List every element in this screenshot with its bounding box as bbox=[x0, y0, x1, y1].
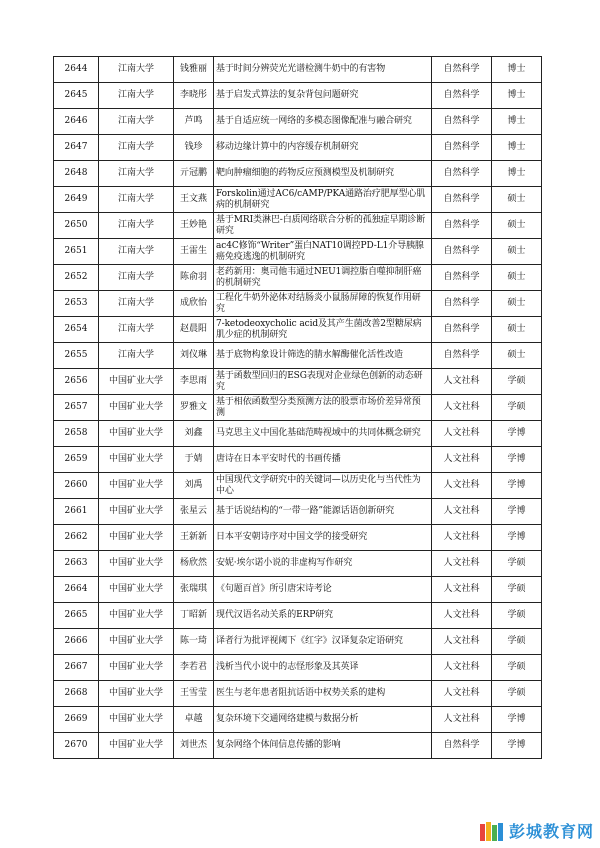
table-row bbox=[54, 499, 542, 525]
discipline-cell: 人文社科 bbox=[432, 525, 492, 551]
degree-type-cell: 硕士 bbox=[492, 265, 542, 291]
person-name-cell: 王文燕 bbox=[174, 187, 214, 213]
person-name-cell: 李思雨 bbox=[174, 369, 214, 395]
thesis-title-cell: 浅析当代小说中的志怪形象及其英译 bbox=[214, 655, 432, 681]
discipline-cell: 自然科学 bbox=[432, 317, 492, 343]
books-icon bbox=[479, 820, 505, 842]
thesis-title-cell: Forskolin通过AC6/cAMP/PKA通路治疗肥厚型心肌病的机制研究 bbox=[214, 187, 432, 213]
university-cell: 中国矿业大学 bbox=[99, 447, 174, 473]
discipline-cell: 人文社科 bbox=[432, 421, 492, 447]
university-cell: 中国矿业大学 bbox=[99, 395, 174, 421]
row-number-cell: 2654 bbox=[54, 317, 99, 343]
university-cell: 中国矿业大学 bbox=[99, 551, 174, 577]
row-number-cell: 2667 bbox=[54, 655, 99, 681]
row-number-cell: 2649 bbox=[54, 187, 99, 213]
thesis-title-cell: 移动边缘计算中的内容缓存机制研究 bbox=[214, 135, 432, 161]
table-row bbox=[54, 369, 542, 395]
person-name-cell: 李晓彤 bbox=[174, 83, 214, 109]
row-number-cell: 2662 bbox=[54, 525, 99, 551]
university-cell: 中国矿业大学 bbox=[99, 525, 174, 551]
row-number-cell: 2661 bbox=[54, 499, 99, 525]
row-number-cell: 2660 bbox=[54, 473, 99, 499]
discipline-cell: 人文社科 bbox=[432, 629, 492, 655]
university-cell: 江南大学 bbox=[99, 239, 174, 265]
thesis-title-cell: 7-ketodeoxycholic acid及其产生菌改善2型糖尿病肌少症的机制研究 bbox=[214, 317, 432, 343]
university-cell: 中国矿业大学 bbox=[99, 681, 174, 707]
degree-type-cell: 博士 bbox=[492, 57, 542, 83]
degree-type-cell: 学硕 bbox=[492, 655, 542, 681]
degree-type-cell: 学硕 bbox=[492, 629, 542, 655]
university-cell: 江南大学 bbox=[99, 187, 174, 213]
degree-type-cell: 硕士 bbox=[492, 187, 542, 213]
degree-type-cell: 硕士 bbox=[492, 239, 542, 265]
table-row bbox=[54, 473, 542, 499]
row-number-cell: 2653 bbox=[54, 291, 99, 317]
row-number-cell: 2668 bbox=[54, 681, 99, 707]
watermark-logo bbox=[479, 819, 594, 842]
row-number-cell: 2657 bbox=[54, 395, 99, 421]
row-number-cell: 2652 bbox=[54, 265, 99, 291]
university-cell: 中国矿业大学 bbox=[99, 655, 174, 681]
university-cell: 中国矿业大学 bbox=[99, 473, 174, 499]
table-row bbox=[54, 551, 542, 577]
table-row bbox=[54, 629, 542, 655]
thesis-title-cell: 基于相依函数型分类预测方法的股票市场价差异常预测 bbox=[214, 395, 432, 421]
table-row bbox=[54, 187, 542, 213]
row-number-cell: 2651 bbox=[54, 239, 99, 265]
person-name-cell: 张星云 bbox=[174, 499, 214, 525]
university-cell: 江南大学 bbox=[99, 161, 174, 187]
thesis-title-cell: ac4C修饰“Writer”蛋白NAT10调控PD-L1介导胰腺癌免疫逃逸的机制研究 bbox=[214, 239, 432, 265]
degree-type-cell: 硕士 bbox=[492, 317, 542, 343]
university-cell: 江南大学 bbox=[99, 213, 174, 239]
university-cell: 中国矿业大学 bbox=[99, 733, 174, 759]
thesis-title-cell: 基于话说结构的“一带一路”能源话语创新研究 bbox=[214, 499, 432, 525]
degree-type-cell: 学硕 bbox=[492, 681, 542, 707]
person-name-cell: 钱雅丽 bbox=[174, 57, 214, 83]
person-name-cell: 丁昭新 bbox=[174, 603, 214, 629]
discipline-cell: 人文社科 bbox=[432, 473, 492, 499]
discipline-cell: 自然科学 bbox=[432, 187, 492, 213]
thesis-title-cell: 老药新用：奥司他韦通过NEU1调控脂自噬抑制肝癌的机制研究 bbox=[214, 265, 432, 291]
discipline-cell: 人文社科 bbox=[432, 577, 492, 603]
degree-type-cell: 学博 bbox=[492, 447, 542, 473]
row-number-cell: 2665 bbox=[54, 603, 99, 629]
university-cell: 中国矿业大学 bbox=[99, 577, 174, 603]
university-cell: 江南大学 bbox=[99, 265, 174, 291]
person-name-cell: 李若君 bbox=[174, 655, 214, 681]
person-name-cell: 刘世杰 bbox=[174, 733, 214, 759]
degree-type-cell: 学博 bbox=[492, 733, 542, 759]
table-row bbox=[54, 239, 542, 265]
thesis-title-cell: 基于时间分辨荧光光谱检测牛奶中的有害物 bbox=[214, 57, 432, 83]
thesis-title-cell: 复杂环境下交通网络建模与数据分析 bbox=[214, 707, 432, 733]
person-name-cell: 罗雅文 bbox=[174, 395, 214, 421]
person-name-cell: 王妙艳 bbox=[174, 213, 214, 239]
person-name-cell: 芦鸣 bbox=[174, 109, 214, 135]
table-row bbox=[54, 525, 542, 551]
university-cell: 中国矿业大学 bbox=[99, 629, 174, 655]
person-name-cell: 王雪莹 bbox=[174, 681, 214, 707]
discipline-cell: 人文社科 bbox=[432, 447, 492, 473]
watermark-text: 彭城教育网 bbox=[508, 822, 594, 841]
row-number-cell: 2650 bbox=[54, 213, 99, 239]
person-name-cell: 刘仪琳 bbox=[174, 343, 214, 369]
degree-type-cell: 学博 bbox=[492, 707, 542, 733]
discipline-cell: 自然科学 bbox=[432, 291, 492, 317]
discipline-cell: 人文社科 bbox=[432, 603, 492, 629]
discipline-cell: 人文社科 bbox=[432, 499, 492, 525]
discipline-cell: 自然科学 bbox=[432, 57, 492, 83]
row-number-cell: 2644 bbox=[54, 57, 99, 83]
table-row bbox=[54, 447, 542, 473]
discipline-cell: 人文社科 bbox=[432, 707, 492, 733]
degree-type-cell: 学博 bbox=[492, 421, 542, 447]
discipline-cell: 人文社科 bbox=[432, 369, 492, 395]
university-cell: 中国矿业大学 bbox=[99, 707, 174, 733]
discipline-cell: 人文社科 bbox=[432, 681, 492, 707]
person-name-cell: 王雷生 bbox=[174, 239, 214, 265]
degree-type-cell: 博士 bbox=[492, 109, 542, 135]
row-number-cell: 2648 bbox=[54, 161, 99, 187]
person-name-cell: 刘鑫 bbox=[174, 421, 214, 447]
person-name-cell: 王新新 bbox=[174, 525, 214, 551]
table-row bbox=[54, 655, 542, 681]
person-name-cell: 卓越 bbox=[174, 707, 214, 733]
university-cell: 中国矿业大学 bbox=[99, 369, 174, 395]
degree-type-cell: 学硕 bbox=[492, 369, 542, 395]
discipline-cell: 自然科学 bbox=[432, 109, 492, 135]
university-cell: 中国矿业大学 bbox=[99, 499, 174, 525]
row-number-cell: 2666 bbox=[54, 629, 99, 655]
university-cell: 江南大学 bbox=[99, 317, 174, 343]
university-cell: 江南大学 bbox=[99, 135, 174, 161]
degree-type-cell: 学博 bbox=[492, 499, 542, 525]
university-cell: 江南大学 bbox=[99, 343, 174, 369]
discipline-cell: 自然科学 bbox=[432, 343, 492, 369]
discipline-cell: 自然科学 bbox=[432, 83, 492, 109]
thesis-title-cell: 唐诗在日本平安时代的书画传播 bbox=[214, 447, 432, 473]
table-row bbox=[54, 291, 542, 317]
thesis-title-cell: 基于启发式算法的复杂背包问题研究 bbox=[214, 83, 432, 109]
person-name-cell: 张瑞琪 bbox=[174, 577, 214, 603]
discipline-cell: 人文社科 bbox=[432, 551, 492, 577]
thesis-title-cell: 靶向肿瘤细胞的药物反应预测模型及机制研究 bbox=[214, 161, 432, 187]
thesis-title-cell: 基于底物构象设计筛选的腈水解酶催化活性改造 bbox=[214, 343, 432, 369]
thesis-title-cell: 基于函数型回归的ESG表现对企业绿色创新的动态研究 bbox=[214, 369, 432, 395]
table-row bbox=[54, 421, 542, 447]
table-row bbox=[54, 161, 542, 187]
person-name-cell: 陈一琦 bbox=[174, 629, 214, 655]
discipline-cell: 自然科学 bbox=[432, 161, 492, 187]
discipline-cell: 人文社科 bbox=[432, 655, 492, 681]
university-cell: 中国矿业大学 bbox=[99, 421, 174, 447]
university-cell: 江南大学 bbox=[99, 57, 174, 83]
table-row bbox=[54, 603, 542, 629]
degree-type-cell: 博士 bbox=[492, 83, 542, 109]
degree-type-cell: 学硕 bbox=[492, 551, 542, 577]
discipline-cell: 自然科学 bbox=[432, 265, 492, 291]
table-body bbox=[54, 57, 542, 759]
thesis-title-cell: 基于MRI类淋巴-白质网络联合分析的孤独症早期诊断研究 bbox=[214, 213, 432, 239]
table-row bbox=[54, 57, 542, 83]
university-cell: 江南大学 bbox=[99, 291, 174, 317]
row-number-cell: 2647 bbox=[54, 135, 99, 161]
person-name-cell: 陈俞羽 bbox=[174, 265, 214, 291]
thesis-title-cell: 复杂网络个体间信息传播的影响 bbox=[214, 733, 432, 759]
row-number-cell: 2655 bbox=[54, 343, 99, 369]
discipline-cell: 自然科学 bbox=[432, 135, 492, 161]
degree-type-cell: 学博 bbox=[492, 525, 542, 551]
row-number-cell: 2645 bbox=[54, 83, 99, 109]
table-row bbox=[54, 681, 542, 707]
table-row bbox=[54, 109, 542, 135]
row-number-cell: 2664 bbox=[54, 577, 99, 603]
row-number-cell: 2658 bbox=[54, 421, 99, 447]
row-number-cell: 2646 bbox=[54, 109, 99, 135]
table-row bbox=[54, 733, 542, 759]
person-name-cell: 杨欣然 bbox=[174, 551, 214, 577]
thesis-title-cell: 工程化牛奶外泌体对结肠炎小鼠肠屏障的恢复作用研究 bbox=[214, 291, 432, 317]
thesis-title-cell: 基于自适应统一网络的多模态图像配准与融合研究 bbox=[214, 109, 432, 135]
thesis-title-cell: 安妮·埃尔诺小说的非虚构写作研究 bbox=[214, 551, 432, 577]
award-list-table bbox=[53, 56, 542, 759]
university-cell: 江南大学 bbox=[99, 83, 174, 109]
table-row bbox=[54, 135, 542, 161]
discipline-cell: 自然科学 bbox=[432, 213, 492, 239]
table-row bbox=[54, 343, 542, 369]
person-name-cell: 成欣怡 bbox=[174, 291, 214, 317]
degree-type-cell: 学硕 bbox=[492, 577, 542, 603]
thesis-title-cell: 译者行为批评视阈下《红字》汉译复杂定语研究 bbox=[214, 629, 432, 655]
thesis-title-cell: 医生与老年患者阻抗话语中权势关系的建构 bbox=[214, 681, 432, 707]
thesis-title-cell: 现代汉语名动关系的ERP研究 bbox=[214, 603, 432, 629]
table-row bbox=[54, 707, 542, 733]
table-row bbox=[54, 265, 542, 291]
person-name-cell: 亓冠鹏 bbox=[174, 161, 214, 187]
table-row bbox=[54, 395, 542, 421]
person-name-cell: 刘禹 bbox=[174, 473, 214, 499]
discipline-cell: 人文社科 bbox=[432, 395, 492, 421]
table-row bbox=[54, 213, 542, 239]
degree-type-cell: 博士 bbox=[492, 161, 542, 187]
discipline-cell: 自然科学 bbox=[432, 239, 492, 265]
degree-type-cell: 学博 bbox=[492, 473, 542, 499]
row-number-cell: 2659 bbox=[54, 447, 99, 473]
person-name-cell: 赵晨阳 bbox=[174, 317, 214, 343]
row-number-cell: 2663 bbox=[54, 551, 99, 577]
degree-type-cell: 学硕 bbox=[492, 395, 542, 421]
university-cell: 江南大学 bbox=[99, 109, 174, 135]
table-row bbox=[54, 577, 542, 603]
degree-type-cell: 博士 bbox=[492, 135, 542, 161]
discipline-cell: 自然科学 bbox=[432, 733, 492, 759]
degree-type-cell: 硕士 bbox=[492, 291, 542, 317]
table-row bbox=[54, 83, 542, 109]
university-cell: 中国矿业大学 bbox=[99, 603, 174, 629]
degree-type-cell: 学硕 bbox=[492, 603, 542, 629]
person-name-cell: 于婧 bbox=[174, 447, 214, 473]
degree-type-cell: 硕士 bbox=[492, 213, 542, 239]
thesis-title-cell: 日本平安朝诗序对中国文学的接受研究 bbox=[214, 525, 432, 551]
row-number-cell: 2670 bbox=[54, 733, 99, 759]
person-name-cell: 钱珍 bbox=[174, 135, 214, 161]
row-number-cell: 2669 bbox=[54, 707, 99, 733]
thesis-title-cell: 马克思主义中国化基础范畴视域中的共同体概念研究 bbox=[214, 421, 432, 447]
thesis-title-cell: 中国现代文学研究中的关键词—以历史化与当代性为中心 bbox=[214, 473, 432, 499]
table-row bbox=[54, 317, 542, 343]
thesis-title-cell: 《句题百首》所引唐宋诗考论 bbox=[214, 577, 432, 603]
row-number-cell: 2656 bbox=[54, 369, 99, 395]
degree-type-cell: 硕士 bbox=[492, 343, 542, 369]
